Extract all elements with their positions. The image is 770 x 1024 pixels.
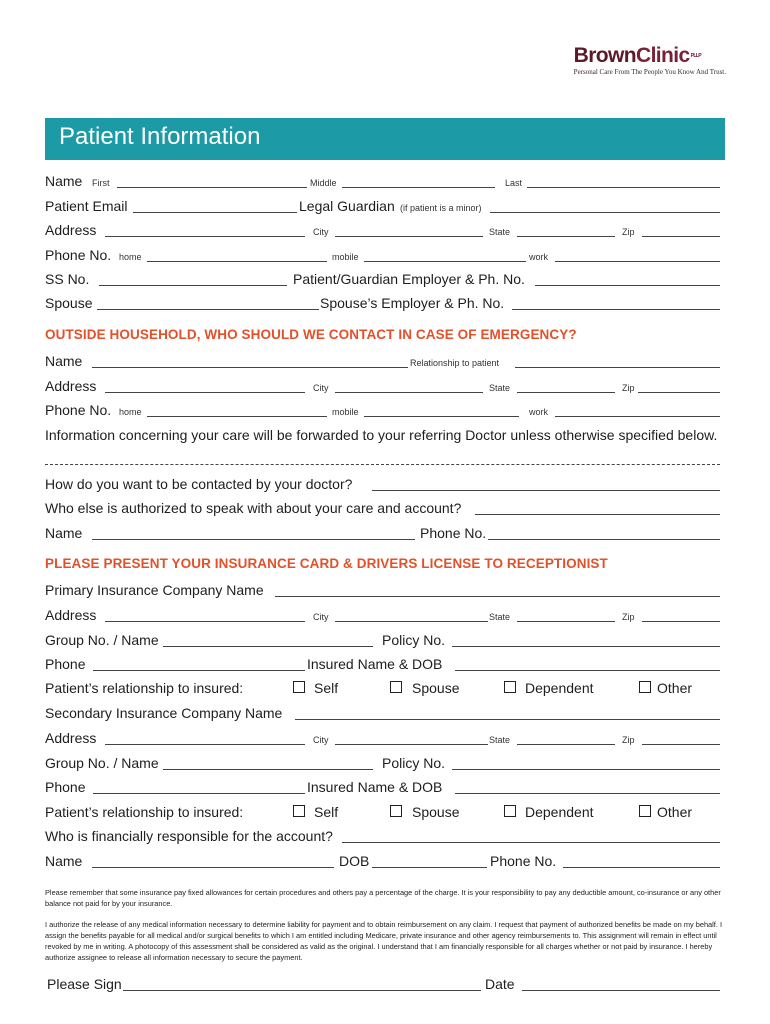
- zip-field[interactable]: [642, 236, 720, 237]
- primary-insurance-field[interactable]: [275, 596, 720, 597]
- secondary-insurance-row: [45, 703, 720, 723]
- city-label: City: [313, 227, 329, 237]
- city-field[interactable]: [335, 236, 483, 237]
- secondary-other-checkbox[interactable]: [639, 805, 651, 817]
- guardian-label: Legal Guardian: [299, 198, 395, 214]
- primary-address-row: [45, 605, 720, 625]
- secondary-other-label: Other: [657, 804, 693, 820]
- primary-dependent-checkbox[interactable]: [504, 681, 516, 693]
- first-label: First: [92, 178, 110, 188]
- secondary-address-field[interactable]: [105, 744, 305, 745]
- primary-phone-field[interactable]: [93, 670, 305, 671]
- primary-address-field[interactable]: [105, 621, 305, 622]
- primary-group-field[interactable]: [163, 646, 373, 647]
- primary-city-field[interactable]: [335, 621, 488, 622]
- primary-spouse-label: Spouse: [412, 680, 460, 696]
- emergency-city-label: City: [313, 383, 329, 393]
- emergency-zip-field[interactable]: [638, 392, 720, 393]
- address-label: Address: [45, 222, 97, 238]
- authorized-person-label: Who else is authorized to speak with about your care and account?: [45, 500, 462, 516]
- secondary-city-label: City: [313, 735, 329, 745]
- emergency-state-field[interactable]: [517, 392, 615, 393]
- responsible-phone-label: Phone No.: [490, 853, 557, 869]
- secondary-state-label: State: [489, 735, 511, 745]
- primary-group-label: Group No. / Name: [45, 632, 159, 648]
- emergency-address-label: Address: [45, 378, 97, 394]
- referral-instructions-field[interactable]: [45, 464, 720, 465]
- emergency-phone-label: Phone No.: [45, 402, 112, 418]
- secondary-spouse-checkbox[interactable]: [390, 805, 402, 817]
- emergency-work-label: work: [529, 407, 549, 417]
- date-label: Date: [485, 976, 515, 992]
- logo-name-part2: Clinic: [636, 44, 690, 67]
- emergency-home-field[interactable]: [147, 416, 327, 417]
- secondary-relationship-row: [45, 802, 720, 822]
- responsible-name-label: Name: [45, 853, 83, 869]
- last-label: Last: [505, 178, 523, 188]
- secondary-state-field[interactable]: [517, 744, 615, 745]
- patient-address-row: [45, 220, 720, 240]
- address-field[interactable]: [105, 236, 305, 237]
- mobile-label: mobile: [332, 252, 359, 262]
- logo-wordmark: [574, 44, 726, 68]
- emergency-heading: OUTSIDE HOUSEHOLD, WHO SHOULD WE CONTACT IN CASE OF EMERGENCY?: [45, 327, 577, 342]
- primary-relationship-row: [45, 678, 720, 698]
- clinic-logo: [574, 44, 726, 77]
- mobile-phone-field[interactable]: [364, 261, 526, 262]
- secondary-dependent-checkbox[interactable]: [504, 805, 516, 817]
- primary-state-label: State: [489, 612, 511, 622]
- name-label: Name: [45, 173, 83, 189]
- phone-label: Phone No.: [45, 247, 112, 263]
- first-name-field[interactable]: [117, 187, 307, 188]
- logo-name-part1: Brown: [573, 44, 636, 67]
- guardian-field[interactable]: [490, 212, 720, 213]
- primary-state-field[interactable]: [517, 621, 615, 622]
- authorized-person-row: [45, 498, 720, 518]
- header-band: [45, 118, 725, 160]
- spouse-employer-label: Spouse’s Employer & Ph. No.: [320, 295, 505, 311]
- financial-responsibility-field[interactable]: [342, 842, 720, 843]
- secondary-group-row: [45, 753, 720, 773]
- state-label: State: [489, 227, 511, 237]
- emergency-name-field[interactable]: [92, 367, 408, 368]
- responsible-dob-label: DOB: [339, 853, 370, 869]
- logo-suffix: PLLP: [690, 53, 701, 59]
- ssn-label: SS No.: [45, 271, 90, 287]
- primary-dependent-label: Dependent: [525, 680, 594, 696]
- zip-label: Zip: [622, 227, 635, 237]
- secondary-phone-label: Phone: [45, 779, 86, 795]
- primary-phone-label: Phone: [45, 656, 86, 672]
- employer-label: Patient/Guardian Employer & Ph. No.: [293, 271, 525, 287]
- responsible-name-field[interactable]: [92, 867, 334, 868]
- patient-name-row: [45, 171, 720, 191]
- email-field[interactable]: [133, 212, 297, 213]
- authorized-phone-label: Phone No.: [420, 525, 487, 541]
- secondary-group-field[interactable]: [163, 769, 373, 770]
- email-label: Patient Email: [45, 198, 128, 214]
- relationship-field[interactable]: [515, 367, 720, 368]
- primary-spouse-checkbox[interactable]: [390, 681, 402, 693]
- emergency-phone-row: [45, 400, 720, 420]
- secondary-zip-label: Zip: [622, 735, 635, 745]
- responsible-phone-field[interactable]: [563, 867, 720, 868]
- primary-insured-label: Insured Name & DOB: [307, 656, 443, 672]
- ssn-employer-row: [45, 269, 720, 289]
- middle-name-field[interactable]: [342, 187, 495, 188]
- secondary-spouse-label: Spouse: [412, 804, 460, 820]
- primary-other-label: Other: [657, 680, 693, 696]
- authorized-phone-field[interactable]: [488, 539, 720, 540]
- secondary-city-field[interactable]: [335, 744, 488, 745]
- spouse-field[interactable]: [97, 309, 319, 310]
- primary-zip-field[interactable]: [642, 621, 720, 622]
- emergency-state-label: State: [489, 383, 511, 393]
- secondary-zip-field[interactable]: [642, 744, 720, 745]
- referral-info-text: Information concerning your care will be forwarded to your referring Doctor unless otherwise specified below.: [45, 427, 718, 443]
- patient-phone-row: [45, 245, 720, 265]
- spouse-label: Spouse: [45, 295, 93, 311]
- secondary-insured-label: Insured Name & DOB: [307, 779, 443, 795]
- state-field[interactable]: [517, 236, 615, 237]
- financial-responsibility-label: Who is financially responsible for the account?: [45, 828, 333, 844]
- primary-insured-field[interactable]: [455, 670, 720, 671]
- secondary-phone-field[interactable]: [93, 793, 305, 794]
- home-phone-field[interactable]: [147, 261, 327, 262]
- primary-other-checkbox[interactable]: [639, 681, 651, 693]
- secondary-insurance-label: Secondary Insurance Company Name: [45, 705, 283, 721]
- contact-method-field[interactable]: [372, 490, 720, 491]
- emergency-name-label: Name: [45, 353, 83, 369]
- responsible-party-row: [45, 851, 720, 871]
- primary-city-label: City: [313, 612, 329, 622]
- primary-policy-field[interactable]: [452, 646, 720, 647]
- insurance-disclaimer-text: Please remember that some insurance pay fixed allowances for certain procedures and others pay a percentage of the charge. It is your responsibility to pay any deductible amount, co-insurance or any other balance not paid for by your insurance.: [45, 888, 721, 908]
- insurance-heading: PLEASE PRESENT YOUR INSURANCE CARD & DRIVERS LICENSE TO RECEPTIONIST: [45, 556, 608, 571]
- primary-policy-label: Policy No.: [382, 632, 446, 648]
- authorized-contact-row: [45, 523, 720, 543]
- primary-phone-row: [45, 654, 720, 674]
- secondary-insured-field[interactable]: [455, 793, 720, 794]
- primary-address-label: Address: [45, 607, 97, 623]
- emergency-address-field[interactable]: [105, 392, 305, 393]
- responsible-dob-field[interactable]: [372, 867, 487, 868]
- contact-method-label: How do you want to be contacted by your doctor?: [45, 476, 353, 492]
- primary-insurance-label: Primary Insurance Company Name: [45, 582, 264, 598]
- home-label: home: [119, 252, 142, 262]
- financial-responsibility-row: [45, 826, 720, 846]
- signature-label: Please Sign: [47, 976, 122, 992]
- employer-field[interactable]: [535, 285, 720, 286]
- emergency-work-field[interactable]: [555, 416, 720, 417]
- authorized-name-field[interactable]: [92, 539, 415, 540]
- primary-self-checkbox[interactable]: [293, 681, 305, 693]
- signature-field[interactable]: [123, 990, 481, 991]
- secondary-insurance-field[interactable]: [295, 719, 720, 720]
- guardian-note: (if patient is a minor): [400, 203, 482, 213]
- ssn-field[interactable]: [99, 285, 287, 286]
- secondary-policy-label: Policy No.: [382, 755, 446, 771]
- emergency-name-row: [45, 351, 720, 371]
- secondary-address-label: Address: [45, 730, 97, 746]
- last-name-field[interactable]: [527, 187, 720, 188]
- secondary-relationship-label: Patient’s relationship to insured:: [45, 804, 244, 820]
- primary-zip-label: Zip: [622, 612, 635, 622]
- emergency-city-field[interactable]: [335, 392, 483, 393]
- secondary-dependent-label: Dependent: [525, 804, 594, 820]
- logo-tagline: Personal Care From The People You Know And Trust.: [573, 68, 726, 76]
- authorized-name-label: Name: [45, 525, 83, 541]
- page-title: Patient Information: [59, 123, 261, 150]
- secondary-phone-row: [45, 777, 720, 797]
- secondary-self-label: Self: [314, 804, 339, 820]
- secondary-address-row: [45, 728, 720, 748]
- work-phone-field[interactable]: [555, 261, 720, 262]
- contact-method-row: [45, 474, 720, 494]
- emergency-address-row: [45, 376, 720, 396]
- middle-label: Middle: [310, 178, 337, 188]
- secondary-self-checkbox[interactable]: [293, 805, 305, 817]
- secondary-group-label: Group No. / Name: [45, 755, 159, 771]
- emergency-zip-label: Zip: [622, 383, 635, 393]
- primary-group-row: [45, 630, 720, 650]
- spouse-row: [45, 293, 720, 313]
- signature-row: [45, 974, 720, 994]
- relationship-label: Relationship to patient: [410, 358, 500, 368]
- authorization-text: I authorize the release of any medical information necessary to determine liability for payment and to obtain reimbursement on any claim. I request that payment of authorized benefits be made on my behalf. I assign the benefits payable for all medical and/or surgical benefits to which I am entitled including Medicare, private insurance and other agency reimbursements to. This assignment will remain in effect until revoked by me in writing. A photocopy of this assessment shall be considered as valid as the original. I understand that I am financially responsible for all charges whether or not paid by insurance. I hereby authorize assignee to release all information necessary to secure the payment.: [45, 920, 723, 962]
- authorized-person-field[interactable]: [475, 514, 720, 515]
- emergency-mobile-label: mobile: [332, 407, 359, 417]
- primary-relationship-label: Patient’s relationship to insured:: [45, 680, 244, 696]
- primary-self-label: Self: [314, 680, 339, 696]
- spouse-employer-field[interactable]: [512, 309, 720, 310]
- emergency-home-label: home: [119, 407, 142, 417]
- date-field[interactable]: [522, 990, 720, 991]
- emergency-mobile-field[interactable]: [364, 416, 519, 417]
- referral-info-row: [45, 425, 720, 445]
- secondary-policy-field[interactable]: [452, 769, 720, 770]
- primary-insurance-row: [45, 580, 720, 600]
- email-guardian-row: [45, 196, 720, 216]
- work-label: work: [529, 252, 549, 262]
